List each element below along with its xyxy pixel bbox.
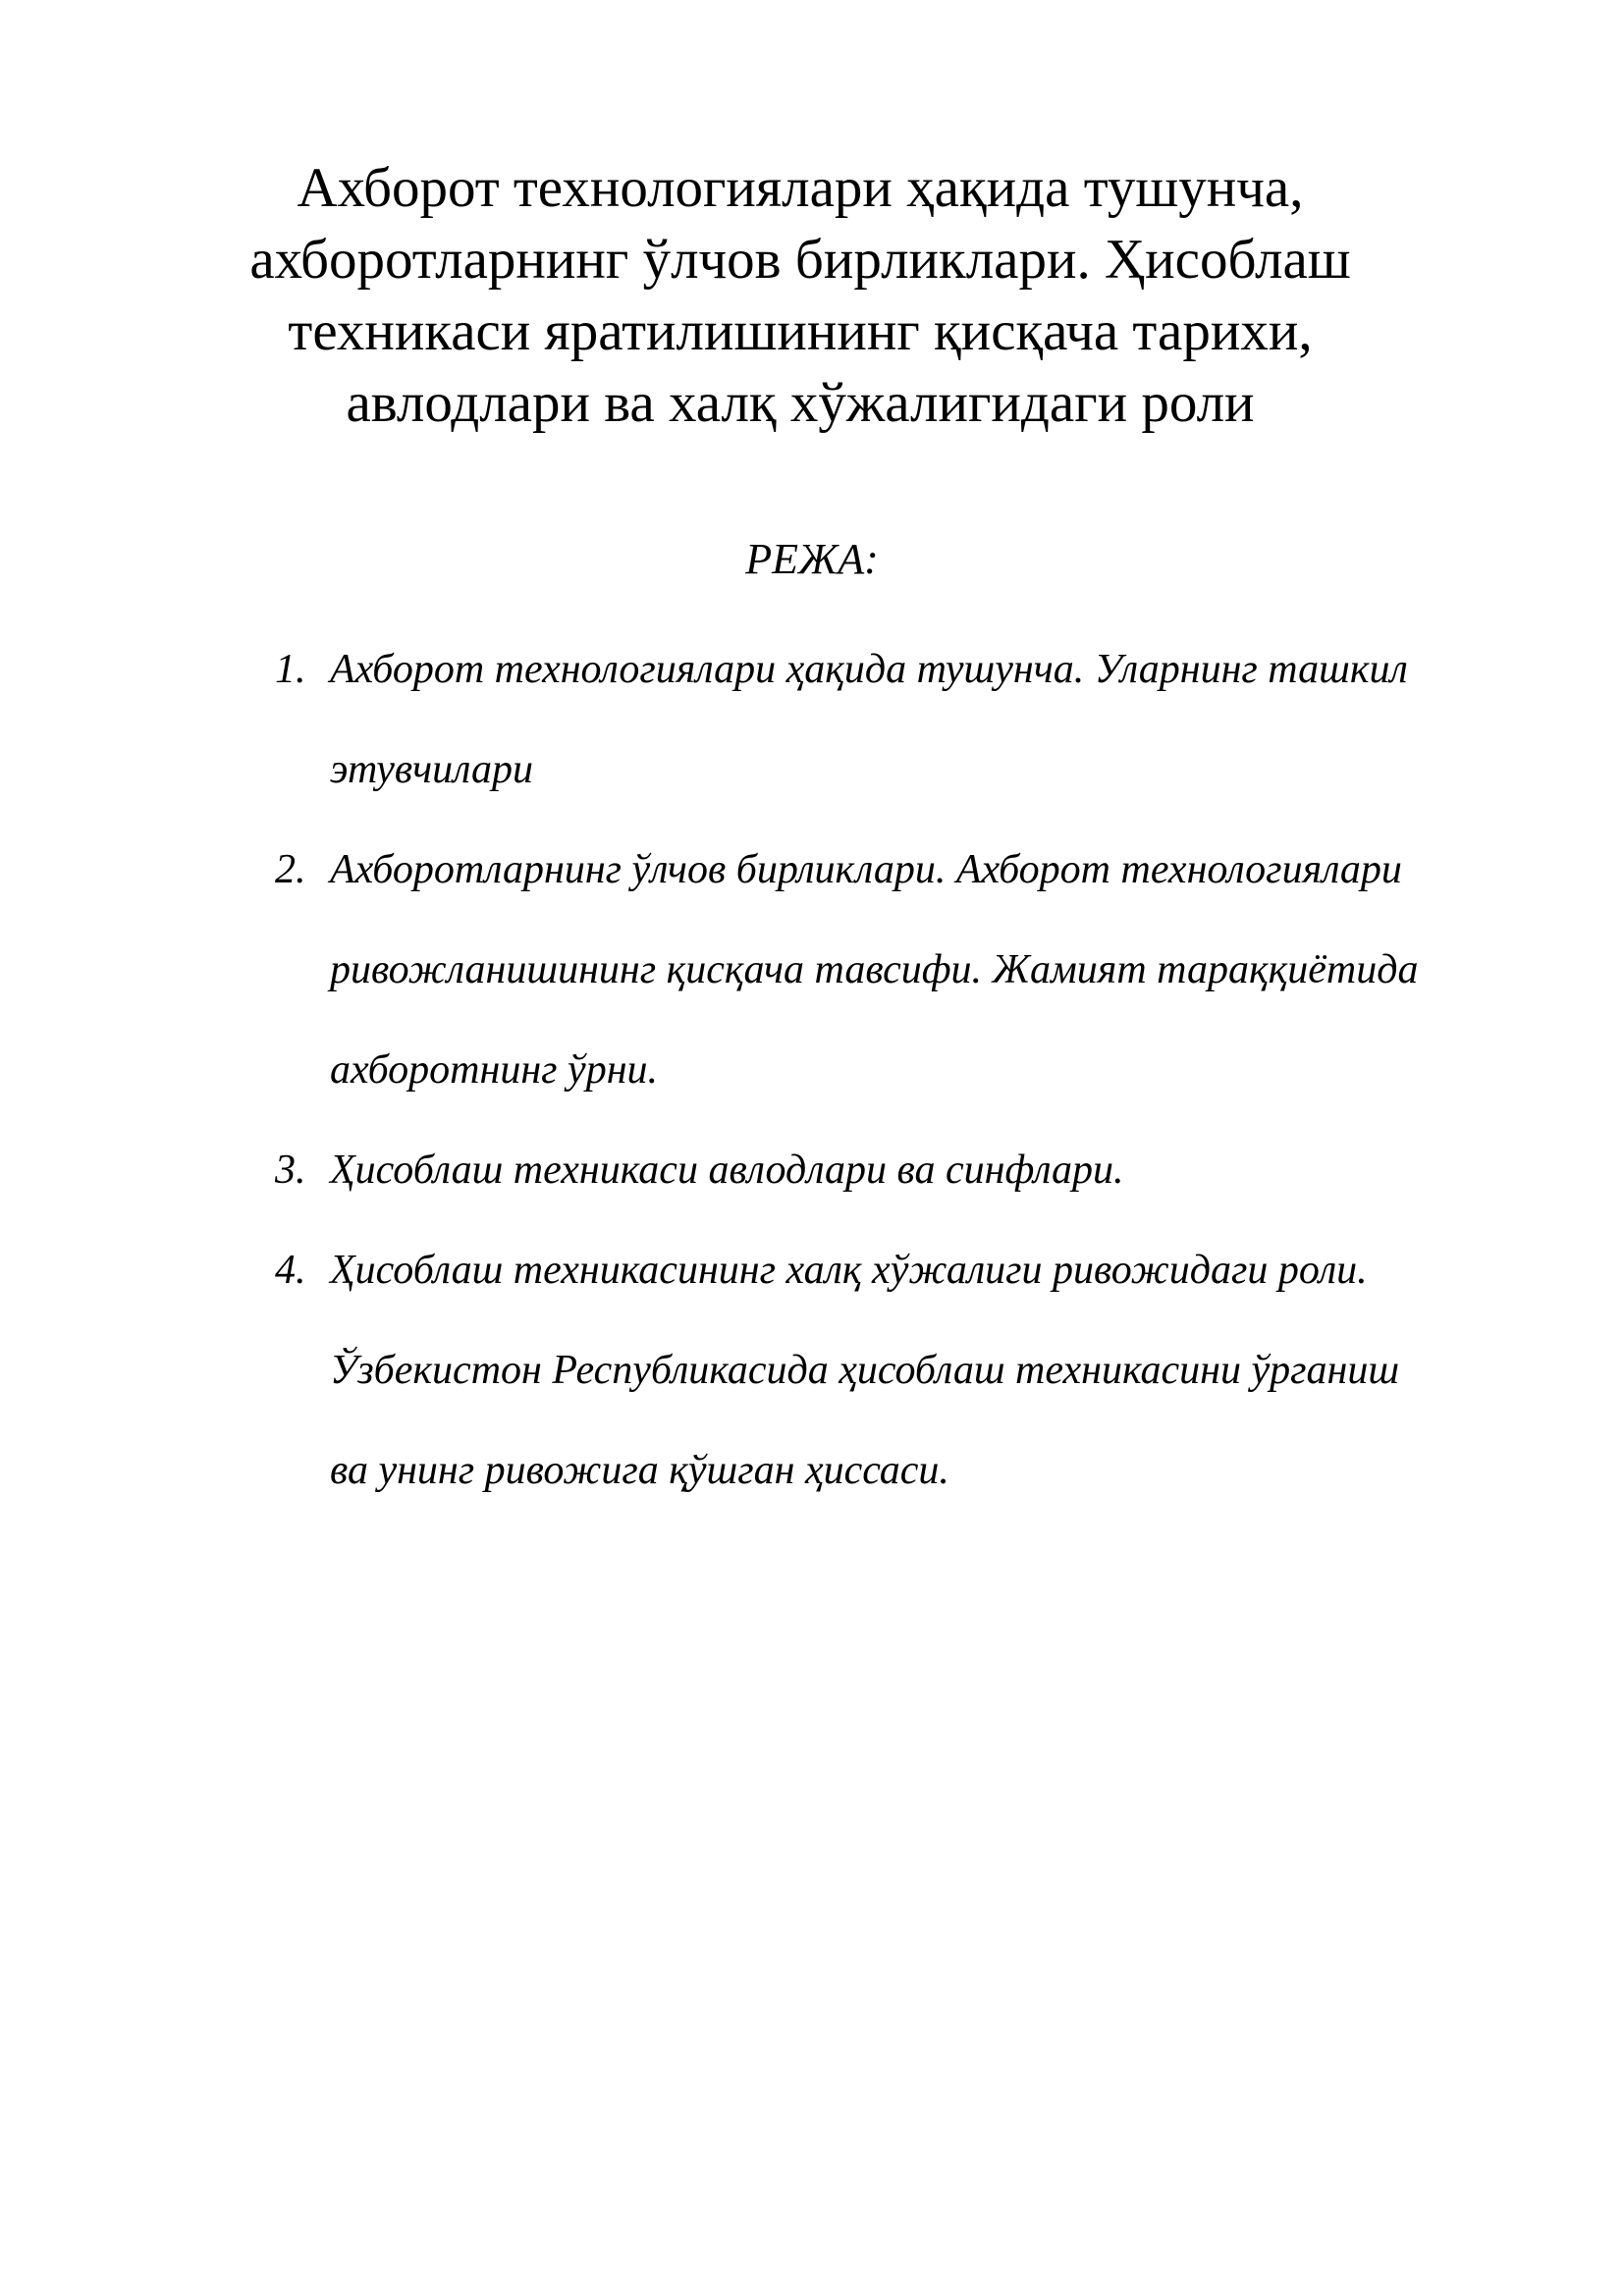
plan-heading: РЕЖА: [745,535,879,583]
plan-item-text: Ҳисоблаш техникаси авлодлари ва синфлари. [330,1148,1124,1193]
plan-item-text: ахборотнинг ўрни. [330,1047,659,1093]
plan-item [275,820,1512,1120]
plan-item-text: Ахборот технологиялари ҳақида тушунча. Уларнинг ташкил [330,647,1408,692]
plan-item-text: Ўзбекистон Республикасида ҳисоблаш техникасини ўрганиш [330,1348,1400,1393]
document-title [196,152,1404,439]
plan-item-number: 1. [275,647,306,692]
plan-item-text: ва унинг ривожига қўшган ҳиссаси. [330,1448,949,1493]
plan-item [275,1120,1512,1220]
plan-item-number: 4. [275,1248,306,1293]
title-line: авлодлари ва халқ хўжалигидаги роли [346,372,1255,434]
plan-item-text: ривожланишининг қисқача тавсифи. Жамият тараққиётида [330,947,1419,992]
plan-list [275,619,1512,1521]
plan-item-number: 3. [275,1148,306,1193]
plan-item-text: Ҳисоблаш техникасининг халқ хўжалиги ривожидаги роли. [330,1248,1368,1293]
title-line: ахборотларнинг ўлчов бирликлари. Ҳисоблаш [249,229,1351,291]
plan-item-text: этувчилари [330,747,533,792]
plan-item [275,1220,1512,1521]
title-line: Ахборот технологиялари ҳақида тушунча, [297,157,1304,219]
plan-item-text: Ахборотларнинг ўлчов бирликлари. Ахборот технологиялари [330,847,1402,892]
plan-item-number: 2. [275,847,306,892]
title-line: техникаси яратилишининг қисқача тарихи, [288,300,1313,362]
plan-item [275,619,1512,820]
